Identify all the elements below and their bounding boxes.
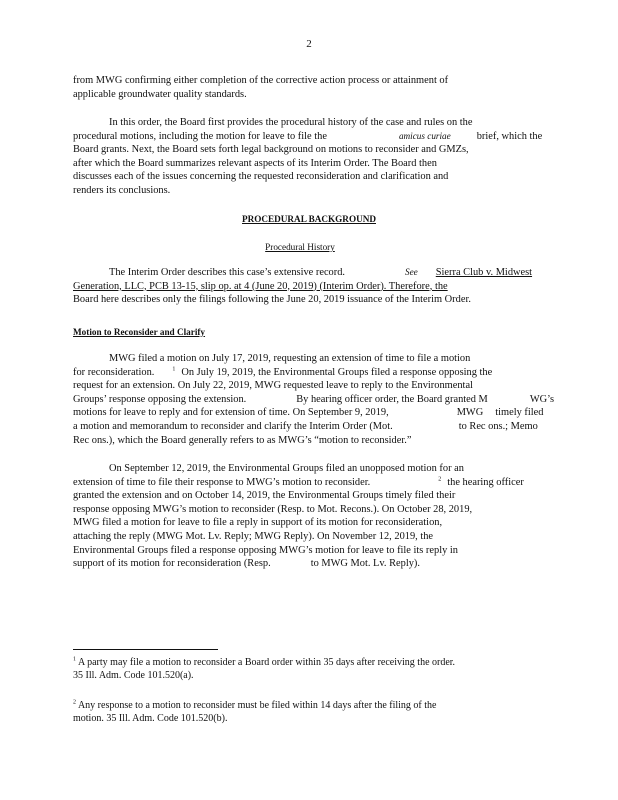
footnote-number: 2 — [73, 699, 76, 706]
heading-motion-to-reconsider: Motion to Reconsider and Clarify — [73, 327, 206, 337]
paragraph-intro-continuation — [73, 74, 543, 101]
footnote-ref-2: 2 — [438, 476, 442, 483]
text-line: response opposing MWG’s motion to reconsider (Resp. to Mot. Recons.). On October 28, 2019, — [73, 503, 473, 515]
text-line: request for an extension. On July 22, 2019, MWG requested leave to reply to the Environmental — [73, 380, 473, 392]
text-line: The Interim Order describes this case’s extensive record. See Sierra Club v. Midwest — [109, 267, 533, 278]
page-number: 2 — [306, 38, 312, 50]
see-signal: See — [405, 267, 418, 277]
text-line: from MWG confirming either completion of the corrective action process or attainment of — [73, 75, 449, 86]
text-line: for reconsideration. $^1$ On July 19, 2019, the Environmental Groups filed a response opposing the — [73, 366, 493, 378]
text-line: applicable groundwater quality standards. — [73, 88, 247, 100]
text-line: Environmental Groups filed a response opposing MWG’s motion for leave to file its reply in — [73, 544, 458, 556]
text-line: $^2$ Any response to a motion to reconsider must be filed within 14 days after the filing of the — [73, 699, 437, 711]
text-line: attaching the reply (MWG Mot. Lv. Reply; MWG Reply). On November 12, 2019, the — [73, 530, 434, 542]
paragraph-order-overview — [73, 116, 543, 198]
paragraph-record — [73, 266, 543, 307]
footnote-1 — [73, 656, 543, 683]
text-line: Generation, LLC, PCB 13-15, slip op. at 4 (June 20, 2019) (Interim Order). Therefore, the — [73, 280, 448, 292]
text-line: In this order, the Board first provides the procedural history of the case and rules on the — [109, 117, 473, 128]
text-line: 35 Ill. Adm. Code 101.520(a). — [73, 670, 194, 682]
amicus-curiae-term: amicus curiae — [398, 130, 451, 141]
heading-procedural-background: PROCEDURAL BACKGROUND — [242, 214, 376, 224]
text-line: support of its motion for reconsideration (Resp. to MWG Mot. Lv. Reply). — [73, 558, 420, 570]
case-citation: Sierra Club v. Midwest — [435, 267, 533, 278]
text-line: MWG filed a motion on July 17, 2019, requesting an extension of time to file a motion — [109, 353, 471, 364]
text-line: On September 12, 2019, the Environmental Groups filed an unopposed motion for an — [109, 463, 464, 474]
footnote-ref-1: 1 — [172, 366, 176, 373]
text-line: procedural motions, including the motion for leave to file the amicus curiae brief, which the — [73, 130, 543, 142]
text-line: renders its conclusions. — [73, 184, 171, 196]
footnote-separator — [73, 649, 218, 650]
paragraph-motion-history — [73, 352, 555, 447]
text-line: granted the extension and on October 14, 2019, the Environmental Groups timely filed their — [73, 490, 456, 502]
text-line: MWG filed a motion for leave to file a reply in support of its motion for reconsideration, — [73, 517, 443, 529]
text-line: Rec ons.), which the Board generally refers to as MWG’s “motion to reconsider.” — [73, 434, 412, 446]
text-line: a motion and memorandum to reconsider and clarify the Interim Order (Mot. to Rec ons.; Memo — [73, 420, 538, 432]
footnote-number: 1 — [73, 656, 76, 663]
paragraph-response-history — [73, 462, 543, 571]
footnote-2 — [73, 699, 543, 726]
text-line: Board here describes only the filings following the June 20, 2019 issuance of the Interim Order. — [73, 294, 471, 306]
text-line: Board grants. Next, the Board sets forth legal background on motions to reconsider and GMZs, — [73, 144, 469, 156]
heading-procedural-history: Procedural History — [265, 242, 335, 252]
text-line: motion. 35 Ill. Adm. Code 101.520(b). — [73, 713, 228, 725]
text-line: $^1$ A party may file a motion to reconsider a Board order within 35 days after receiving the order. — [73, 656, 456, 668]
text-line: after which the Board summarizes relevant aspects of its Interim Order. The Board then — [73, 157, 437, 169]
text-line: discusses each of the issues concerning the requested reconsideration and clarification and — [73, 171, 449, 183]
text-line: motions for leave to reply and for extension of time. On September 9, 2019, MWG timely filed — [73, 407, 544, 419]
text-line: Groups’ response opposing the extension. By hearing officer order, the Board granted M WG’s — [73, 393, 555, 405]
text-line: extension of time to file their response to MWG’s motion to reconsider. $^2$ the hearing officer — [73, 476, 524, 488]
